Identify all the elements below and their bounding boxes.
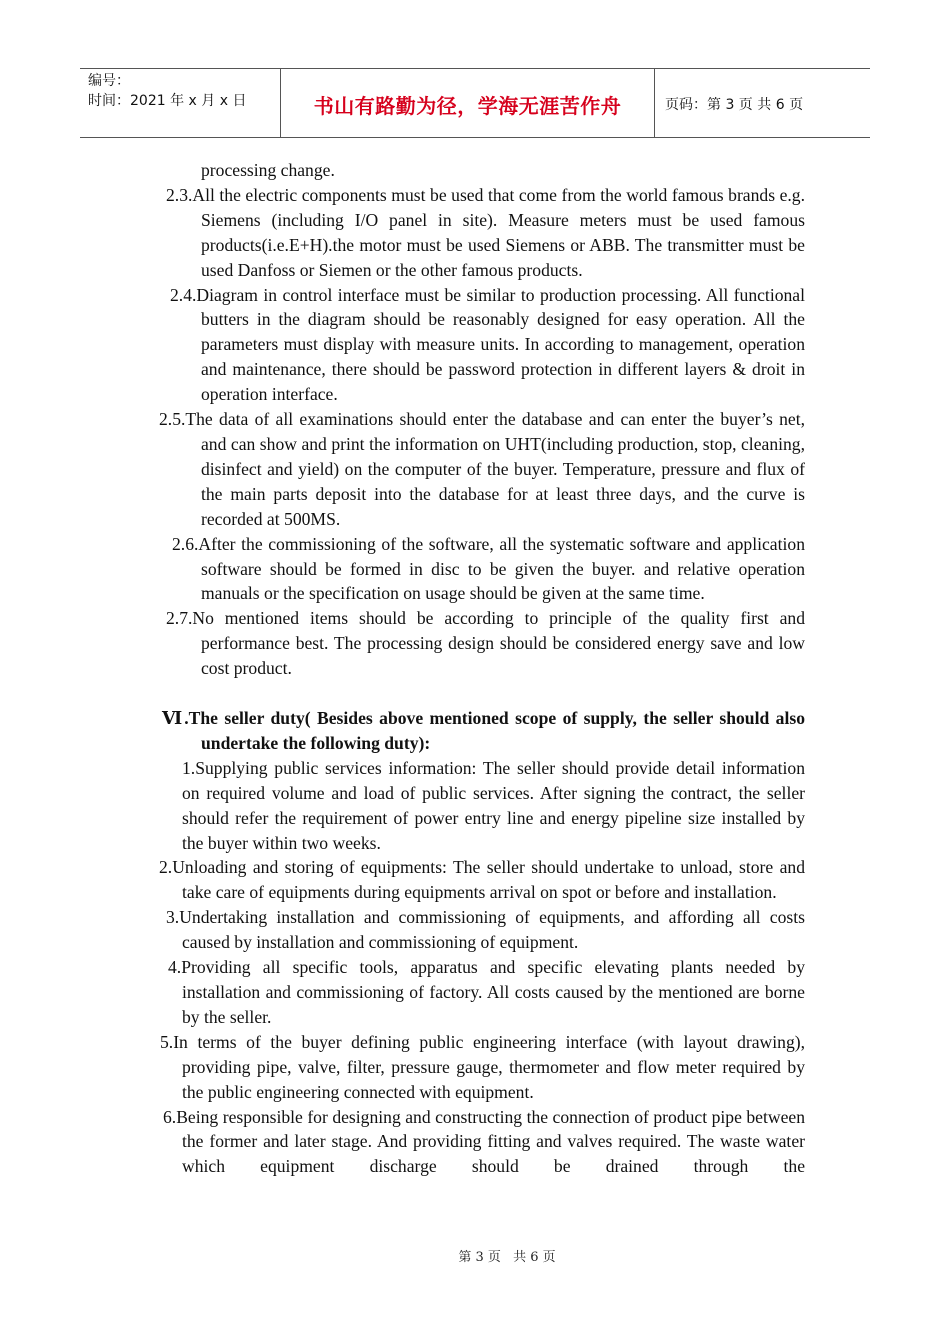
duty-item-5: 5.In terms of the buyer defining public engineering interface (with layout drawing), providing pipe, valve, filter, pressure gauge, thermometer and flow meter required by the public engineering connected with equipment. [160,1031,805,1102]
footer-page-total: 共 6 页 [513,1250,556,1265]
paragraph-continuation: processing change. [201,160,335,180]
header-meta [80,69,281,137]
duty-item-3: 3.Undertaking installation and commissioning of equipments, and affording all costs caused by installation and commissioning of equipment. [166,907,805,953]
document-date-label: 时间：2021 年 x 月 x 日 [88,93,247,109]
footer-page-number: 第 3 页 [458,1250,501,1265]
clause-2-6: 2.6.After the commissioning of the software, all the systematic software and application software should be formed in disc to be given the buyer. and relative operation manuals or the specification on usage should be given at the same time. [172,533,805,604]
section-heading-seller-duty: Ⅵ.The seller duty( Besides above mentioned scope of supply, the seller should also undertake the following duty): [162,708,805,753]
page-footer [0,1246,950,1265]
clause-2-3: 2.3.All the electric components must be used that come from the world famous brands e.g. Siemens (including I/O panel in site). Measure meters must be used famous products(i.e.E+H).the motor must be used Siemens or ABB. The transmitter must be used Danfoss or Siemen or the other famous products. [166,184,805,280]
page-header [80,68,870,138]
duty-item-4: 4.Providing all specific tools, apparatus and specific elevating plants needed by installation and commissioning of factory. All costs caused by the mentioned are borne by the seller. [168,957,805,1027]
clause-2-7: 2.7.No mentioned items should be according to principle of the quality first and performance best. The processing design should be considered energy save and low cost product. [166,608,805,679]
document-body [0,158,950,1179]
duty-item-2: 2.Unloading and storing of equipments: The seller should undertake to unload, store and take care of equipments during equipments arrival on spot or before and installation. [159,857,805,903]
header-motto: 书山有路勤为径，学海无涯苦作舟 [281,69,655,137]
clause-2-4: 2.4.Diagram in control interface must be similar to production processing. All functional butters in the diagram should be reasonably designed for easy operation. All the parameters must display with measure units. In according to management, operation and maintenance, there should be password protection in different layers & droit in operation interface. [170,284,805,405]
header-page-label: 页码：第 3 页 共 6 页 [665,97,804,113]
clause-2-5: 2.5.The data of all examinations should enter the database and can enter the buyer’s net, and can show and print the information on UHT(including production, stop, cleaning, disinfect and yield) on the computer of the buyer. Temperature, pressure and flux of the main parts deposit into the database for at least three days, and the curve is recorded at 500MS. [159,409,805,529]
duty-item-6: 6.Being responsible for designing and constructing the connection of product pipe between the former and later stage. And providing fitting and valves required. The waste water which equipment discharge should be drained through the [163,1106,805,1177]
document-number-label: 编号： [88,73,130,89]
duty-item-1: 1.Supplying public services information: The seller should provide detail information on required volume and load of public services. After signing the contract, the seller should refer the requirement of power entry line and energy pipeline size installed by the buyer within two weeks. [182,757,805,853]
section-gap [0,681,950,706]
